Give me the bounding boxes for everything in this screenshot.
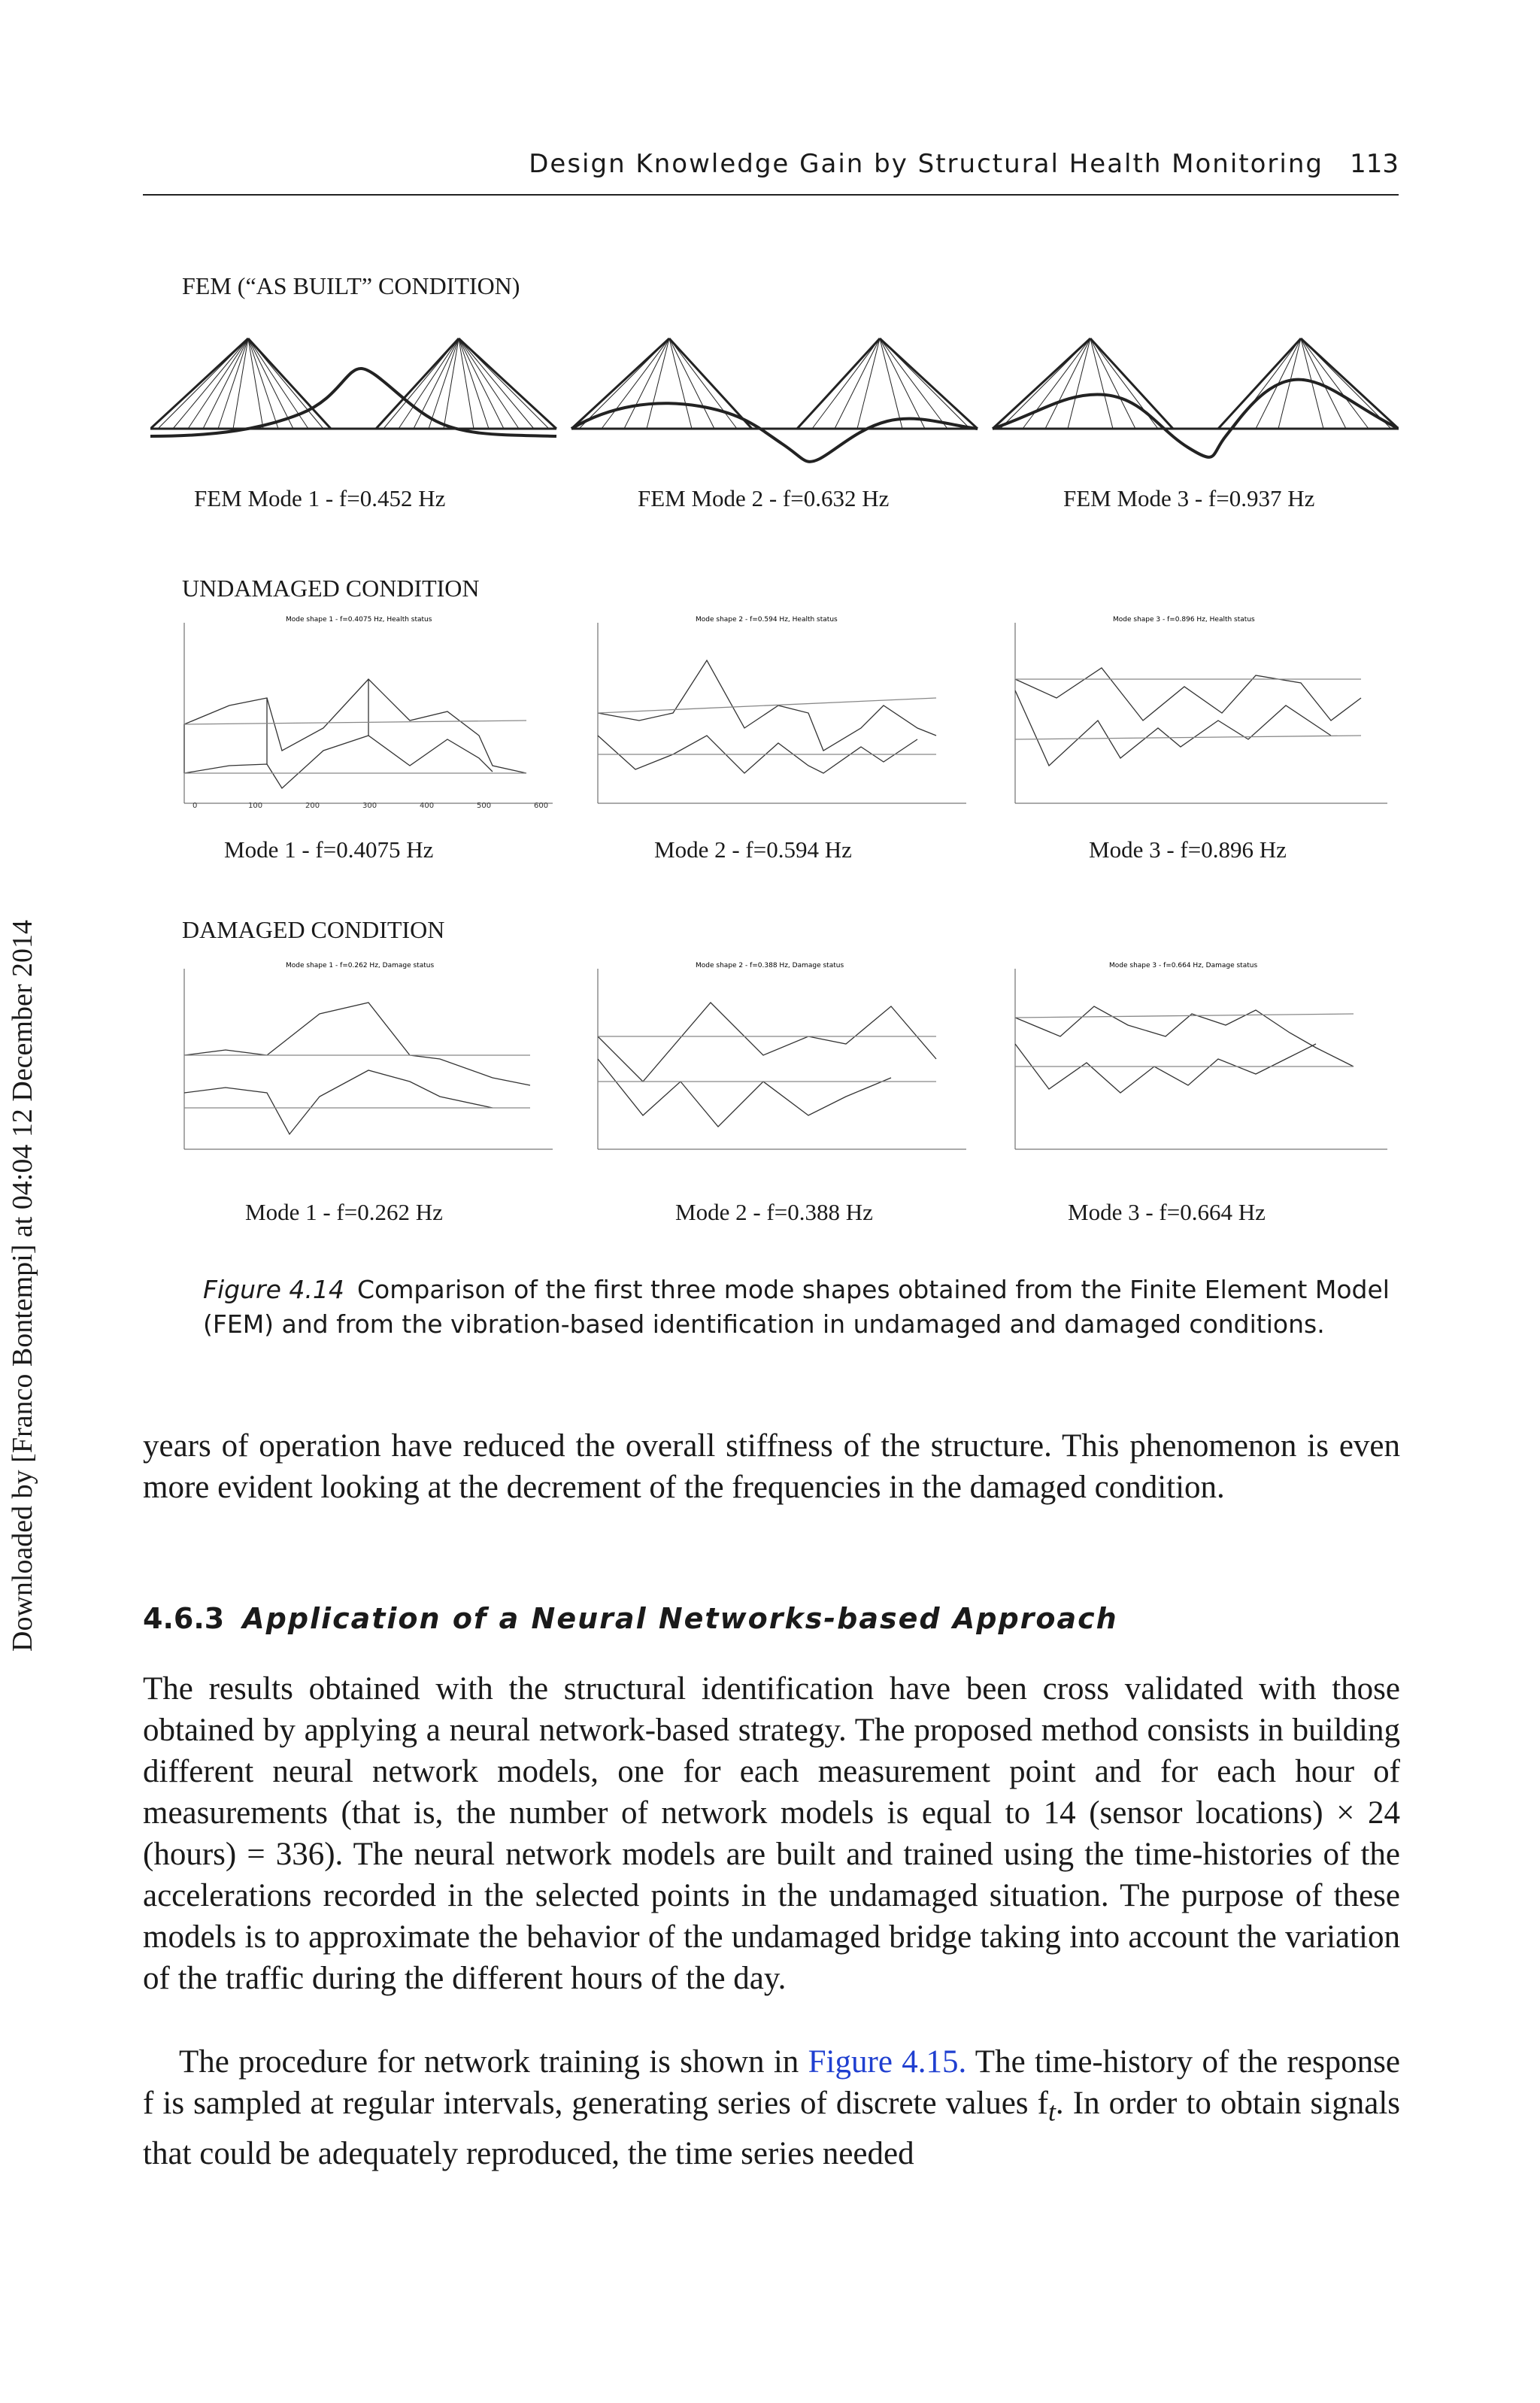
undamaged-mode-3-plot (1000, 615, 1399, 818)
undamaged-mode-3-caption: Mode 3 - f=0.896 Hz (1089, 836, 1287, 863)
fem-mode-1-caption: FEM Mode 1 - f=0.452 Hz (194, 485, 446, 511)
running-title: Design Knowledge Gain by Structural Health Monitoring (529, 149, 1323, 179)
section-number: 4.6.3 (143, 1602, 225, 1635)
damaged-section-label: DAMAGED CONDITION (182, 916, 445, 943)
x-tick: 600 (534, 802, 549, 810)
fem-bridge-mode-3 (993, 338, 1399, 457)
figure-number: Figure 4.14 (203, 1275, 344, 1304)
x-tick: 200 (305, 802, 320, 810)
plot-title: Mode shape 2 - f=0.388 Hz, Damage status (696, 962, 844, 969)
damaged-mode-1-caption: Mode 1 - f=0.262 Hz (245, 1199, 443, 1225)
fem-bridge-figures (150, 323, 1399, 466)
paragraph-2: The results obtained with the structural identification have been cross validated with those obtained by applying a neural network-based strategy. The proposed method consists in building different neural network models, one for each measurement point and for each hour of measurements (that is, the number of network models is equal to 14 (sensor locations) × 24 (hours) = 336). The neural network models are built and trained using the time-histories of the accelerations recorded in the selected points in the undamaged situation. The purpose of these models is to approximate the behavior of the undamaged bridge taking into account the variation of the traffic during the different hours of the day. (143, 1671, 1400, 1996)
undamaged-mode-2-plot (583, 615, 974, 818)
damaged-mode-1-plot (169, 961, 560, 1164)
fem-section-label: FEM (“AS BUILT” CONDITION) (182, 272, 520, 299)
page-number: 113 (1350, 149, 1399, 179)
plot-title: Mode shape 1 - f=0.262 Hz, Damage status (286, 962, 435, 969)
x-tick: 100 (248, 802, 263, 810)
undamaged-mode-1-plot (169, 615, 560, 818)
x-tick: 500 (477, 802, 492, 810)
fem-mode-2-caption: FEM Mode 2 - f=0.632 Hz (638, 485, 890, 511)
x-tick-strip (192, 802, 1396, 817)
paragraph-1: years of operation have reduced the overall stiffness of the structure. This phenomenon is even more evident looking at the decrement of the frequencies in the damaged condition. (143, 1428, 1400, 1505)
running-header (143, 147, 1399, 196)
damaged-mode-2-caption: Mode 2 - f=0.388 Hz (675, 1199, 873, 1225)
plot-title: Mode shape 3 - f=0.664 Hz, Damage status (1109, 962, 1258, 969)
damaged-mode-2-plot (583, 961, 974, 1164)
paragraph-3-middle: The time-history of the response f is sampled at regular intervals, generating series of discrete values f (143, 2044, 1401, 2121)
download-note: Downloaded by [Franco Bontempi] at 04:04 12 December 2014 (7, 920, 38, 1652)
paragraph-3 (143, 2041, 1400, 2174)
figure-caption-text: Comparison of the first three mode shapes obtained from the Finite Element Model (FEM) and from the vibration-based identification in undamaged and damaged conditions. (203, 1275, 1390, 1339)
section-title: Application of a Neural Networks-based Approach (242, 1602, 1118, 1635)
x-tick: 300 (362, 802, 377, 810)
plot-title: Mode shape 2 - f=0.594 Hz, Health status (696, 616, 838, 624)
damaged-mode-3-caption: Mode 3 - f=0.664 Hz (1068, 1199, 1266, 1225)
fem-bridge-mode-1 (150, 338, 556, 436)
plot-title: Mode shape 3 - f=0.896 Hz, Health status (1113, 616, 1255, 624)
plot-title: Mode shape 1 - f=0.4075 Hz, Health status (286, 616, 432, 624)
undamaged-section-label: UNDAMAGED CONDITION (182, 575, 480, 602)
x-tick: 400 (420, 802, 435, 810)
section-heading (143, 1602, 1118, 1635)
subscript-t: t (1047, 2096, 1056, 2127)
paragraph-3-start: The procedure for network training is shown in (179, 2044, 808, 2080)
x-tick: 0 (192, 802, 198, 810)
damaged-mode-3-plot (1000, 961, 1399, 1164)
fem-mode-3-caption: FEM Mode 3 - f=0.937 Hz (1063, 485, 1315, 511)
figure-4-15-link[interactable]: Figure 4.15. (808, 2044, 967, 2080)
paragraph-3-end: . In order to obtain signals that could be adequately reproduced, the time series needed (143, 2086, 1401, 2171)
fem-bridge-mode-2 (571, 338, 978, 462)
undamaged-mode-1-caption: Mode 1 - f=0.4075 Hz (224, 836, 434, 863)
figure-caption (203, 1273, 1406, 1342)
undamaged-mode-2-caption: Mode 2 - f=0.594 Hz (654, 836, 852, 863)
